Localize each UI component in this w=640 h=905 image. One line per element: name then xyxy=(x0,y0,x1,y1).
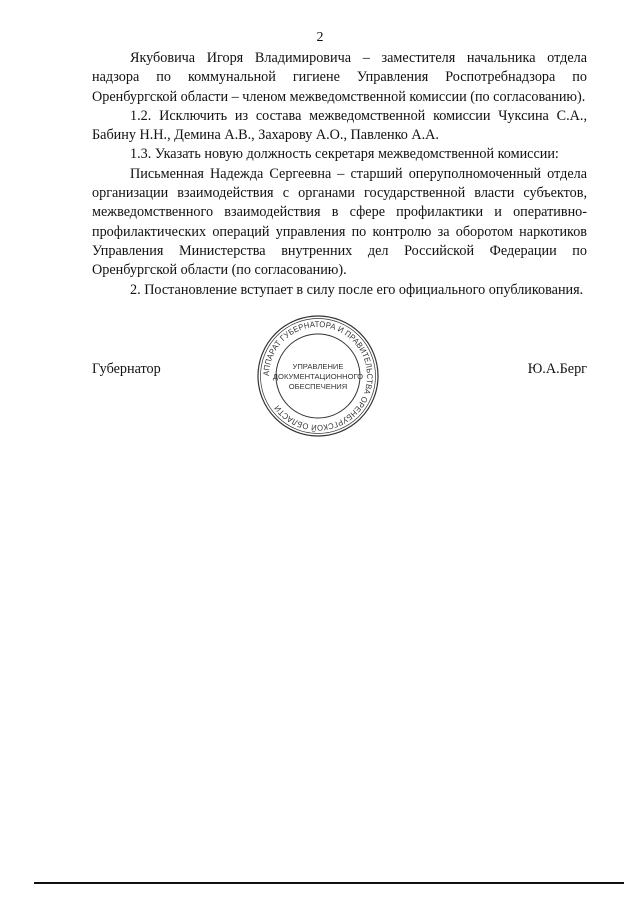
paragraph-member-yakubovich: Якубовича Игоря Владимировича – заместителя начальника отдела надзора по коммунальной гигиене Управления Роспотребнадзора по Оренбургской области – членом межведомственной комиссии (по согласованию). xyxy=(92,50,587,105)
stamp-center-line-1: УПРАВЛЕНИЕ xyxy=(292,362,344,371)
official-stamp xyxy=(256,314,380,438)
stamp-ring-text: АППАРАТ ГУБЕРНАТОРА И ПРАВИТЕЛЬСТВА ОРЕНБУРГСКОЙ ОБЛАСТИ xyxy=(261,319,375,433)
page-number: 2 xyxy=(316,30,324,45)
stamp-center-line-3: ОБЕСПЕЧЕНИЯ xyxy=(288,382,348,391)
paragraph-secretary-heading: 1.3. Указать новую должность секретаря межведомственной комиссии: xyxy=(130,146,559,163)
paragraph-effective-date: 2. Постановление вступает в силу после его официального опубликования. xyxy=(130,281,584,298)
bottom-rule xyxy=(34,882,624,884)
paragraph-exclude-members: 1.2. Исключить из состава межведомственной комиссии Чуксина С.А., Бабину Н.Н., Демина А.В., Захарову А.О., Павленко А.А. xyxy=(92,107,587,144)
stamp-center-line-2: ДОКУМЕНТАЦИОННОГО xyxy=(272,372,364,381)
document-body xyxy=(92,49,587,300)
signatory-title: Губернатор xyxy=(92,361,161,377)
signatory-name: Ю.А.Берг xyxy=(527,361,587,377)
paragraph-secretary-details: Письменная Надежда Сергеевна – старший оперуполномоченный отдела организации взаимодействия с органами государственной власти субъектов, межведомственного взаимодействия в сфере профилактики и оперативно-профилактических операций управления по контролю за оборотом наркотиков Управления Министерства внутренних дел Российской Федерации по Оренбургской области (по согласованию). xyxy=(92,165,587,279)
